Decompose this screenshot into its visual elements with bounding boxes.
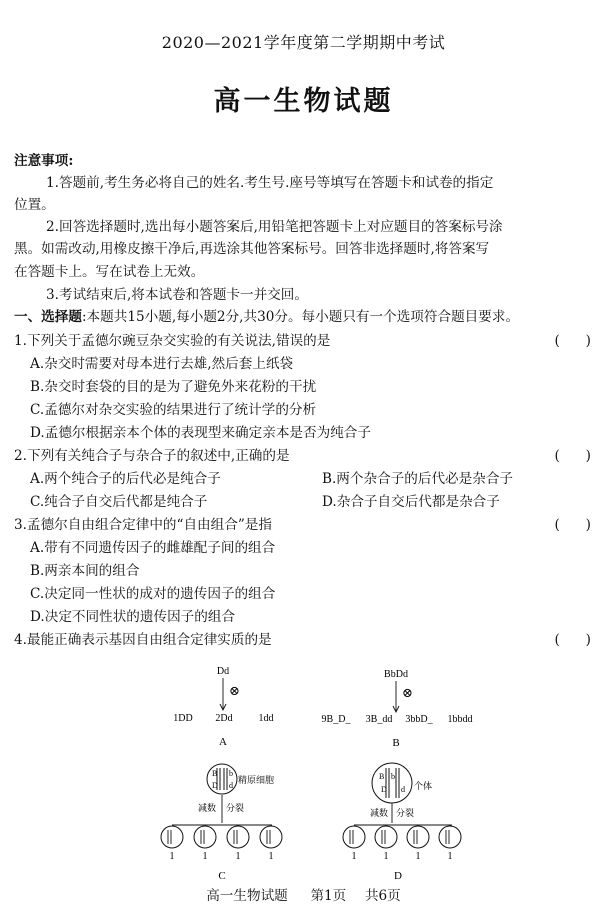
figure-d-gene-d-lower: d: [401, 785, 405, 794]
figure-c-gene-d-lower: d: [229, 781, 233, 790]
figure-d: [343, 763, 461, 882]
figure-c-gamete: [260, 826, 282, 848]
figure-c-gene-b-upper: B: [212, 769, 218, 778]
question-3-option-c: C.决定同一性状的成对的遗传因子的组合: [30, 586, 276, 602]
section-heading: [14, 308, 519, 326]
figure-c-cell-label: 精原细胞: [238, 775, 275, 785]
figure-d-cell-label: 个体: [414, 781, 433, 791]
question-1-option-b: B.杂交时套袋的目的是为了避免外来花粉的干扰: [30, 379, 317, 395]
figure-d-ratio-3: 1: [415, 851, 421, 862]
figure-d-gamete: [343, 826, 365, 848]
question-3-option-b: B.两亲本间的组合: [30, 563, 140, 579]
figure-c-ratio-4: 1: [268, 851, 274, 862]
question-1-stem: 1.下列关于孟德尔豌豆杂交实验的有关说法,错误的是: [14, 333, 331, 349]
figure-b-offspring-1: 9B_D_: [321, 714, 351, 725]
footer-page-number: 第1页: [310, 888, 347, 904]
figure-d-gamete: [439, 826, 461, 848]
figure-d-gene-d-upper: D: [381, 785, 387, 794]
question-4-stem: 4.最能正确表示基因自由组合定律实质的是: [14, 632, 272, 648]
figure-a-offspring-1: 1DD: [173, 713, 193, 724]
notice-line-1b: 位置。: [14, 197, 55, 213]
figure-d-gamete: [375, 826, 397, 848]
figure-c-gamete: [161, 826, 183, 848]
figure-a-label: A: [219, 736, 227, 748]
figure-c-label: C: [218, 870, 226, 882]
figure-a-self-symbol: ⊗: [229, 683, 240, 698]
question-2-option-b: B.两个杂合子的后代必是杂合子: [322, 471, 514, 487]
figure-b: [322, 669, 473, 749]
figure-d-ratio-2: 1: [383, 851, 389, 862]
figure-d-ratio-1: 1: [351, 851, 357, 862]
question-1-answer-paren: ( ): [554, 333, 591, 349]
figure-d-gene-b-lower: b: [391, 772, 395, 781]
figure-c-ratio-2: 1: [202, 851, 208, 862]
subject-title: 高一生物试题: [213, 86, 394, 117]
question-2-option-a: A.两个纯合子的后代必是纯合子: [30, 471, 221, 487]
exam-title: 2020—2021学年度第二学期期中考试: [161, 33, 446, 52]
figure-c-division-label: 减数: [198, 803, 217, 813]
figure-d-gamete: [407, 826, 429, 848]
question-2-stem: 2.下列有关纯合子与杂合子的叙述中,正确的是: [14, 448, 290, 464]
notice-line-2: 2.回答选择题时,选出每小题答案后,用铅笔把答题卡上对应题目的答案标号涂: [46, 219, 503, 235]
footer-total-pages: 共6页: [364, 888, 401, 904]
figure-c-ratio-1: 1: [169, 851, 175, 862]
question-1-option-a: A.杂交时需要对母本进行去雄,然后套上纸袋: [30, 356, 294, 372]
question-3-answer-paren: ( ): [554, 517, 591, 533]
figure-d-division-label-2: 分裂: [396, 808, 415, 818]
notice-line-3: 3.考试结束后,将本试卷和答题卡一并交回。: [46, 287, 308, 303]
figure-b-offspring-2: 3B_dd: [365, 714, 393, 725]
notice-line-2b: 黑。如需改动,用橡皮擦干净后,再选涂其他答案标号。回答非选择题时,将答案写: [14, 241, 490, 257]
figure-c-ratio-3: 1: [235, 851, 241, 862]
figure-a-offspring-3: 1dd: [258, 713, 274, 724]
question-2-answer-paren: ( ): [554, 448, 591, 464]
figure-d-ratio-4: 1: [447, 851, 453, 862]
figure-d-division-label: 减数: [370, 808, 389, 818]
section-title: 一、选择题: [14, 309, 82, 325]
figure-b-offspring-3: 3bbD_: [405, 714, 433, 725]
figure-b-self-symbol: ⊗: [402, 685, 413, 700]
figure-d-label: D: [394, 870, 402, 882]
figure-a-offspring-2: 2Dd: [215, 713, 233, 724]
figure-c: [161, 764, 282, 882]
notice-line-2c: 在答题卡上。写在试卷上无效。: [14, 264, 205, 280]
figure-c-gamete: [194, 826, 216, 848]
figure-c-gamete: [227, 826, 249, 848]
figure-c-gene-d-upper: D: [212, 781, 218, 790]
figure-a-parent: Dd: [216, 666, 230, 677]
figure-c-division-label-2: 分裂: [226, 803, 245, 813]
footer-subject: 高一生物试题: [206, 888, 288, 904]
question-3-option-d: D.决定不同性状的遗传因子的组合: [30, 609, 236, 625]
figure-b-label: B: [392, 737, 400, 749]
figure-d-parent-cell: [372, 763, 412, 803]
figure-d-gene-b-upper: B: [379, 772, 385, 781]
figure-c-gene-b-lower: b: [229, 769, 233, 778]
figure-a: [173, 666, 273, 748]
section-description: :本题共15小题,每小题2分,共30分。每小题只有一个选项符合题目要求。: [81, 309, 520, 325]
figure-b-parent: BbDd: [384, 669, 408, 680]
question-1-option-c: C.孟德尔对杂交实验的结果进行了统计学的分析: [30, 402, 317, 418]
figure-d-gametes: [343, 826, 461, 862]
figure-b-offspring-4: 1bbdd: [447, 714, 473, 725]
question-4-answer-paren: ( ): [554, 632, 591, 648]
question-2-option-d: D.杂合子自交后代都是杂合子: [322, 494, 500, 510]
question-1-option-d: D.孟德尔根据亲本个体的表现型来确定亲本是否为纯合子: [30, 425, 371, 441]
question-4-figure: [0, 655, 607, 885]
page-footer: [0, 887, 607, 905]
question-3-stem: 3.孟德尔自由组合定律中的“自由组合”是指: [14, 517, 272, 533]
question-3-option-a: A.带有不同遗传因子的雌雄配子间的组合: [30, 540, 276, 556]
figure-c-gametes: [161, 826, 282, 862]
notice-line-1: 1.答题前,考生务必将自己的姓名.考生号.座号等填写在答题卡和试卷的指定: [46, 175, 494, 191]
question-2-option-c: C.纯合子自交后代都是纯合子: [30, 494, 208, 510]
notice-heading: 注意事项:: [14, 153, 74, 169]
